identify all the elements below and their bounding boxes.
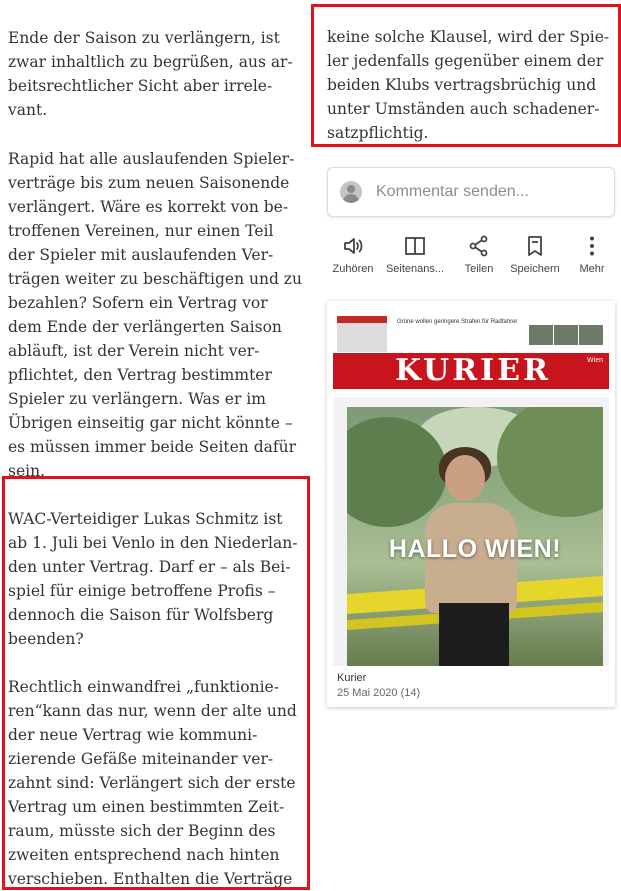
share-button[interactable] [448, 234, 510, 282]
mini-cover-thumbnail [337, 316, 387, 352]
cover-headline: HALLO WIEN! [388, 535, 562, 563]
comment-input[interactable] [374, 182, 598, 202]
listen-label: Zuhören [332, 263, 374, 275]
publication-name: Kurier [337, 672, 367, 684]
more-label: Mehr [579, 263, 605, 275]
save-label: Speichern [510, 263, 560, 275]
masthead-subband [333, 389, 609, 397]
cover-teaser: Grüne wollen geringere Strafen für Radfahrer [397, 319, 518, 325]
page-view-icon [403, 234, 427, 258]
edition-date-value: 25 Mai 2020 [337, 687, 398, 699]
bookmark-icon [523, 234, 547, 258]
highlight-box-left [2, 476, 310, 890]
share-label: Teilen [464, 263, 494, 275]
page-view-label: Seitenans... [385, 263, 445, 275]
cover-photo [347, 407, 603, 666]
save-button[interactable] [504, 234, 566, 282]
article-paragraph: Ende der Saison zu verlängern, ist zwar inhaltlich zu begrüßen, aus arbeitsrechtlicher Sicht aber irrelevant. [8, 29, 293, 119]
article-paragraph: Rechtlich einwandfrei „funktionieren“kann das nur, wenn der alte und der neue Vertrag wie kommunizierende Gefäße miteinander verzahnt sind: Verlängert sich der erste Vertrag um einen bestimmten Zeitraum, müsste sich der Beginn des zweiten entsprechend nach hinten verschieben. Enthalten die Verträge [8, 678, 297, 888]
listen-button[interactable] [322, 234, 384, 282]
article-action-bar [327, 234, 617, 282]
article-paragraph: WAC-Verteidiger Lukas Schmitz ist ab 1. Juli bei Venlo in den Niederlanden unter Vertrag. Darf er – als Beispiel für einige betroffene Profis – dennoch die Saison für Wolfsberg beenden? [8, 510, 298, 648]
masthead-logo: KURIER [395, 353, 551, 388]
edition-date [337, 687, 420, 699]
edition-card[interactable] [327, 301, 615, 707]
page-view-button[interactable] [384, 234, 446, 282]
edition-count: (14) [400, 687, 421, 699]
more-button[interactable] [561, 234, 621, 282]
edition-label: Wien [587, 357, 603, 364]
more-vertical-icon [580, 234, 604, 258]
article-paragraph: Rapid hat alle auslaufenden Spielerverträge bis zum neuen Saisonende verlängert. Wäre es korrekt von betroffenen Vereinen, nur einen Teil der Spieler mit auslaufenden Verträgen weiter zu beschäftigen und zu bezahlen? Sofern ein Vertrag vor dem Ende der verlängerten Saison abläuft, ist der Verein nicht verpflichtet, den Vertrag bestimmter Spieler zu verlängern. Was er im Übrigen einseitig gar nicht könnte – es müssen immer beide Seiten dafür sein. [8, 150, 302, 480]
edition-cover-image[interactable] [333, 313, 609, 666]
highlight-box-right [311, 4, 621, 147]
cover-top-strip [333, 313, 609, 353]
comment-box[interactable] [327, 167, 615, 217]
cover-photo-thumbnails [529, 325, 605, 345]
article-paragraph-right: keine solche Klausel, wird der Spieler jedenfalls gegenüber einem der beiden Klubs vertragsbrüchig und unter Umständen auch schadenersatzpflichtig. [327, 28, 610, 142]
share-icon [467, 234, 491, 258]
speaker-icon [341, 234, 365, 258]
user-avatar-icon [340, 181, 362, 203]
